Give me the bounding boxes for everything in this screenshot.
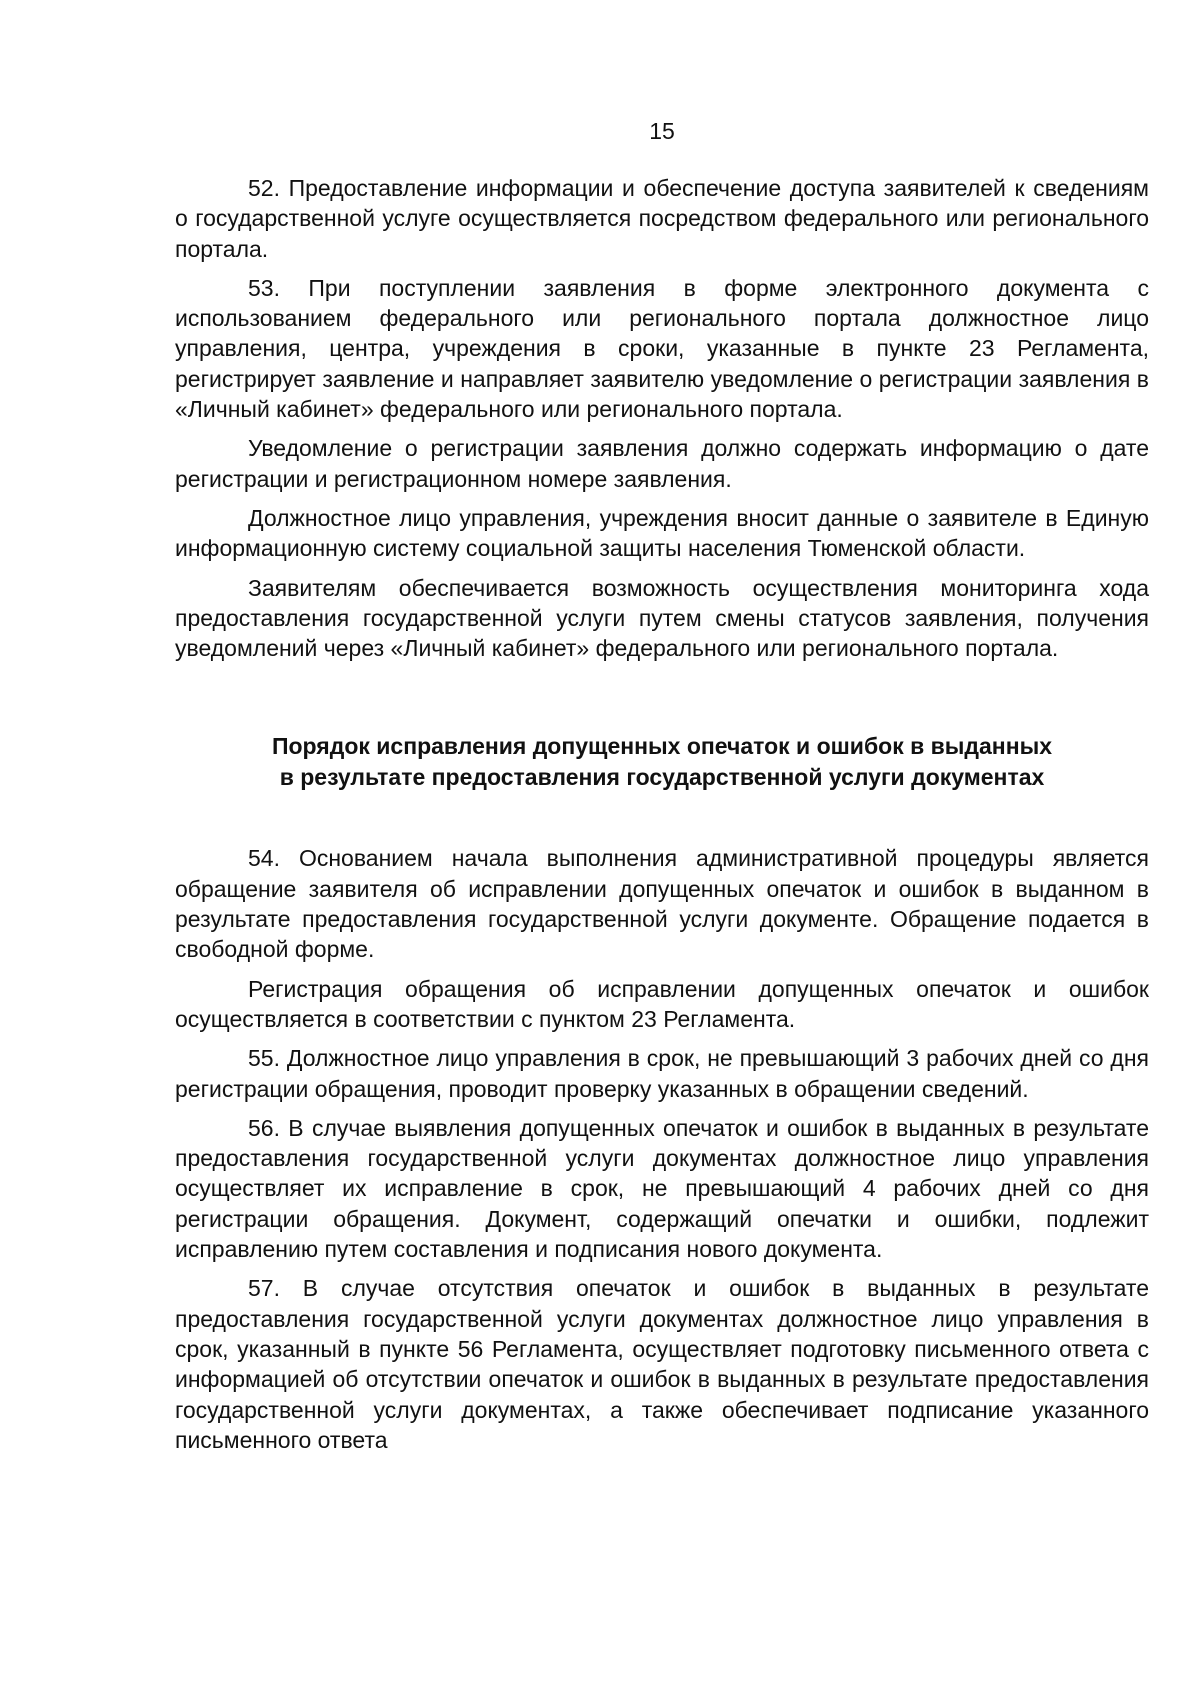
page-number: 15 <box>649 118 675 144</box>
paragraph-57: 57. В случае отсутствия опечаток и ошибок в выданных в результате предоставления государственной услуги документах должностное лицо управления в срок, указанный в пункте 56 Регламента, осуществляет подготовку письменного ответа с информацией об отсутствии опечаток и ошибок в выданных в результате предоставления государственной услуги документах, а также обеспечивает подписание указанного письменного ответа <box>175 1275 1149 1453</box>
paragraph-54-registration: Регистрация обращения об исправлении допущенных опечаток и ошибок осуществляется в соответствии с пунктом 23 Регламента. <box>175 975 1149 1032</box>
section-heading-line-1: Порядок исправления допущенных опечаток и ошибок в выданных <box>271 733 1053 760</box>
paragraph-53-notification: Уведомление о регистрации заявления должно содержать информацию о дате регистрации и регистрационном номере заявления. <box>175 435 1149 492</box>
paragraph-52: 52. Предоставление информации и обеспечение доступа заявителей к сведениям о государственной услуге осуществляется посредством федерального или регионального портала. <box>175 175 1149 262</box>
paragraph-53: 53. При поступлении заявления в форме электронного документа с использованием федерального или регионального портала должностное лицо управления, центра, учреждения в сроки, указанные в пункте 23 Регламента, регистрирует заявление и направляет заявителю уведомление о регистрации заявления в «Личный кабинет» федерального или регионального портала. <box>175 274 1149 423</box>
document-body <box>175 173 1149 1464</box>
document-page <box>175 0 1149 1698</box>
paragraph-53-monitoring: Заявителям обеспечивается возможность осуществления мониторинга хода предоставления государственной услуги путем смены статусов заявления, получения уведомлений через «Личный кабинет» федерального или регионального портала. <box>175 574 1149 662</box>
section-heading <box>175 731 1149 793</box>
paragraph-53-data-entry: Должностное лицо управления, учреждения вносит данные о заявителе в Единую информационную систему социальной защиты населения Тюменской области. <box>175 504 1149 562</box>
section-heading-line-2: в результате предоставления государственной услуги документах <box>279 764 1045 791</box>
paragraph-56: 56. В случае выявления допущенных опечаток и ошибок в выданных в результате предоставления государственной услуги документах должностное лицо управления осуществляет их исправление в срок, не превышающий 4 рабочих дней со дня регистрации обращения. Документ, содержащий опечатки и ошибки, подлежит исправлению путем составления и подписания нового документа. <box>175 1114 1149 1263</box>
paragraph-55: 55. Должностное лицо управления в срок, не превышающий 3 рабочих дней со дня регистрации обращения, проводит проверку указанных в обращении сведений. <box>175 1045 1149 1102</box>
paragraph-54: 54. Основанием начала выполнения административной процедуры является обращение заявителя об исправлении допущенных опечаток и ошибок в выданном в результате предоставления государственной услуги документе. Обращение подается в свободной форме. <box>175 845 1149 963</box>
